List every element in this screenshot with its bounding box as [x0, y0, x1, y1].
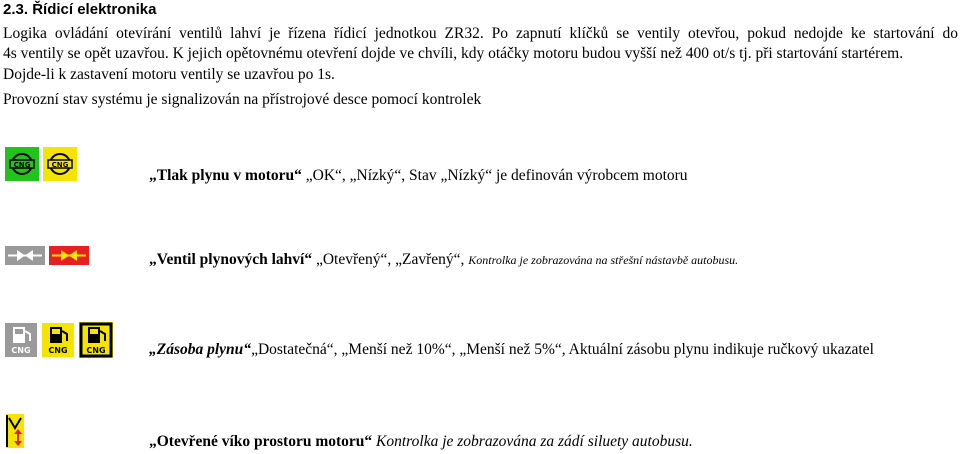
row-note: Kontrolka je zobrazována na střešní nástavbě autobusu.	[468, 253, 739, 267]
row-gas-reserve	[149, 341, 874, 359]
row-bottle-valve	[149, 251, 738, 269]
svg-text:CNG: CNG	[11, 346, 31, 355]
row-gas-pressure	[149, 167, 688, 185]
row-label: „Ventil plynových lahví“	[149, 251, 313, 268]
svg-text:CNG: CNG	[13, 161, 31, 169]
paragraph-line: Logika ovládání otevírání ventilů lahví je řízena řídicí jednotkou ZR32. Po zapnutí klíčků se ventily otevřou, pokud nedojde ke startování do	[3, 25, 958, 42]
valve-red-icon	[49, 246, 89, 265]
intro-text: Provozní stav systému je signalizován na přístrojové desce pomocí kontrolek	[3, 91, 482, 108]
row-text: „Otevřený“, „Zavřený“,	[312, 251, 469, 268]
row-text: „Dostatečná“, „Menší než 10%“, „Menší než 5%“, Aktuální zásobu plynu indikuje ručkový ukazatel	[251, 341, 874, 358]
section-heading	[3, 1, 156, 18]
svg-text:CNG: CNG	[86, 346, 106, 355]
fuel-icons	[5, 322, 113, 358]
fuel-yellow-black-icon	[79, 322, 113, 358]
engine-hatch-icon	[6, 414, 24, 448]
hatch-icons	[6, 414, 24, 448]
row-text: Kontrolka je zobrazována za zádí siluety autobusu.	[372, 433, 693, 450]
row-label: „Otevřené víko prostoru motoru“	[149, 433, 373, 450]
svg-text:CNG: CNG	[51, 161, 69, 169]
description-paragraph	[3, 24, 958, 85]
valve-icons	[5, 246, 89, 265]
section-number: 2.3.	[3, 1, 29, 18]
row-text: „OK“, „Nízký“, Stav „Nízký“ je definován výrobcem motoru	[301, 167, 688, 184]
cng-green-icon	[5, 147, 39, 181]
svg-text:CNG: CNG	[48, 346, 68, 355]
paragraph-line: Dojde-li k zastavení motoru ventily se uzavřou po 1s.	[3, 65, 335, 83]
cng-yellow-icon	[43, 147, 77, 181]
cng-icons	[5, 147, 77, 181]
row-label: „Tlak plynu v motoru“	[149, 167, 302, 184]
valve-grey-icon	[5, 246, 45, 265]
section-title: Řídicí elektronika	[32, 1, 157, 18]
row-engine-hatch	[149, 433, 693, 451]
fuel-grey-icon	[5, 323, 37, 357]
row-label: „Zásoba plynu“	[149, 341, 252, 358]
paragraph-line: 4s ventily se opět uzavřou. K jejich opětovnému otevření dojde ve chvíli, kdy otáčky motoru budou vyšší než 400 ot/s tj. při startování startérem.	[3, 45, 904, 63]
fuel-yellow-icon	[42, 323, 74, 357]
